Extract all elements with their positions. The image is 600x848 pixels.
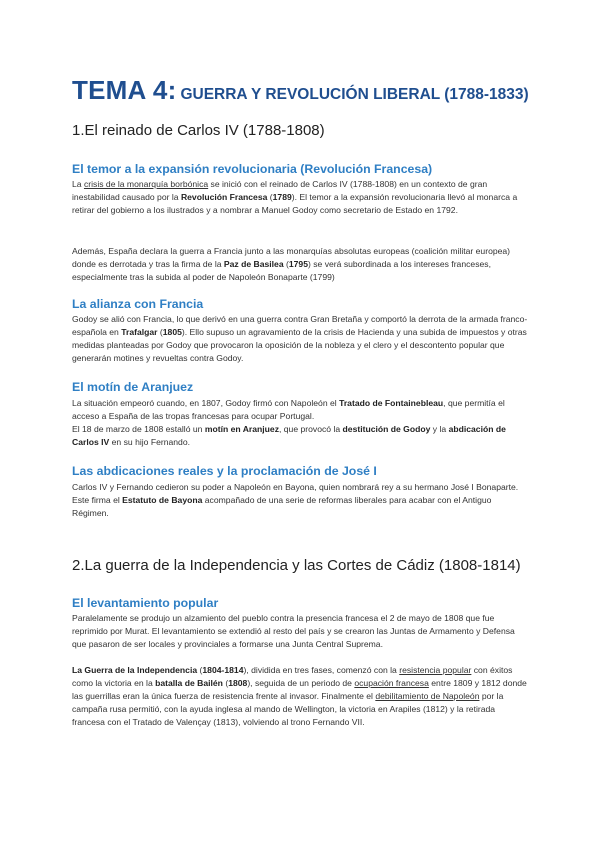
paragraph-motin-1: La situación empeoró cuando, en 1807, Godoy firmó con Napoleón el Tratado de Fontainebleau, que permitía el acceso a España de las tropas francesas para ocupar Portugal. [72, 398, 505, 421]
paragraph-alianza: Godoy se alió con Francia, lo que derivó en una guerra contra Gran Bretaña y comportó la derrota de la armada franco-española en Trafalgar (1805). Ello supuso un agravamiento de la crisis de Hacienda y una subida de impuestos y otras medidas planteadas por Godoy que provocaron la oposición de la nobleza y el clero y el descontento popular que generarán motines y revueltas contra Godoy. [72, 314, 528, 363]
paragraph-levantamiento-2: La Guerra de la Independencia (1804-1814), dividida en tres fases, comenzó con la resistencia popular con éxitos como la victoria en la batalla de Bailén (1808), seguida de un periodo de ocupación francesa entre 1809 y 1812 donde las guerrillas eran la única fuerza de resistencia frente al invasor. Finalmente el debilitamiento de Napoleón por la campaña rusa permitió, con la ayuda inglesa al mando de Wellington, la victoria en Arapiles (1812) y la retirada francesa con el Tratado de Valençay (1813), volviendo al trono Fernando VII. [72, 665, 527, 727]
subsection-abdicaciones-heading: Las abdicaciones reales y la proclamación de José I [72, 464, 377, 478]
paragraph-abdicaciones: Carlos IV y Fernando cedieron su poder a Napoleón en Bayona, quien nombrará rey a su hermano José I Bonaparte. Este firma el Estatuto de Bayona acompañado de una serie de reformas liberales para acabar con el Antiguo Régimen. [72, 482, 519, 518]
paragraph-levantamiento-1: Paralelamente se produjo un alzamiento del pueblo contra la presencia francesa el 2 de mayo de 1808 que fue reprimido por Murat. El levantamiento se extendió al resto del país y se crearon las Juntas de Armamento y Defensa que pasaron de ser locales y provinciales a formarse una Junta Central Suprema. [72, 613, 515, 649]
paragraph-temor-1: La crisis de la monarquía borbónica se inició con el reinado de Carlos IV (1788-1808) en un contexto de gran inestabilidad causado por la Revolución Francesa (1789). El temor a la expansión revolucionaria llevó al monarca a retirar del gobierno a los ilustrados y a nombrar a Manuel Godoy como secretario de Estado en 1792. [72, 179, 518, 215]
section-1-heading: 1.El reinado de Carlos IV (1788-1808) [72, 122, 325, 139]
subsection-motin-heading: El motín de Aranjuez [72, 380, 194, 394]
title-number: TEMA 4: [72, 75, 177, 105]
subsection-alianza-heading: La alianza con Francia [72, 297, 204, 311]
subsection-temor-heading: El temor a la expansión revolucionaria (Revolución Francesa) [72, 162, 433, 176]
subsection-levantamiento-heading: El levantamiento popular [72, 596, 219, 610]
title-text: GUERRA Y REVOLUCIÓN LIBERAL (1788-1833) [180, 86, 529, 103]
page-title [72, 70, 529, 107]
paragraph-temor-2: Además, España declara la guerra a Francia junto a las monarquías absolutas europeas (coalición militar europea) donde es derrotada y tras la firma de la Paz de Basilea (1795) se verá subordinada a los intereses franceses, especialmente tras la subida al poder de Napoleón Bonaparte (1799) [72, 246, 511, 282]
section-2-heading: 2.La guerra de la Independencia y las Cortes de Cádiz (1808-1814) [72, 557, 521, 574]
paragraph-motin-2: El 18 de marzo de 1808 estalló un motín en Aranjuez, que provocó la destitución de Godoy y la abdicación de Carlos IV en su hijo Fernando. [72, 424, 506, 447]
